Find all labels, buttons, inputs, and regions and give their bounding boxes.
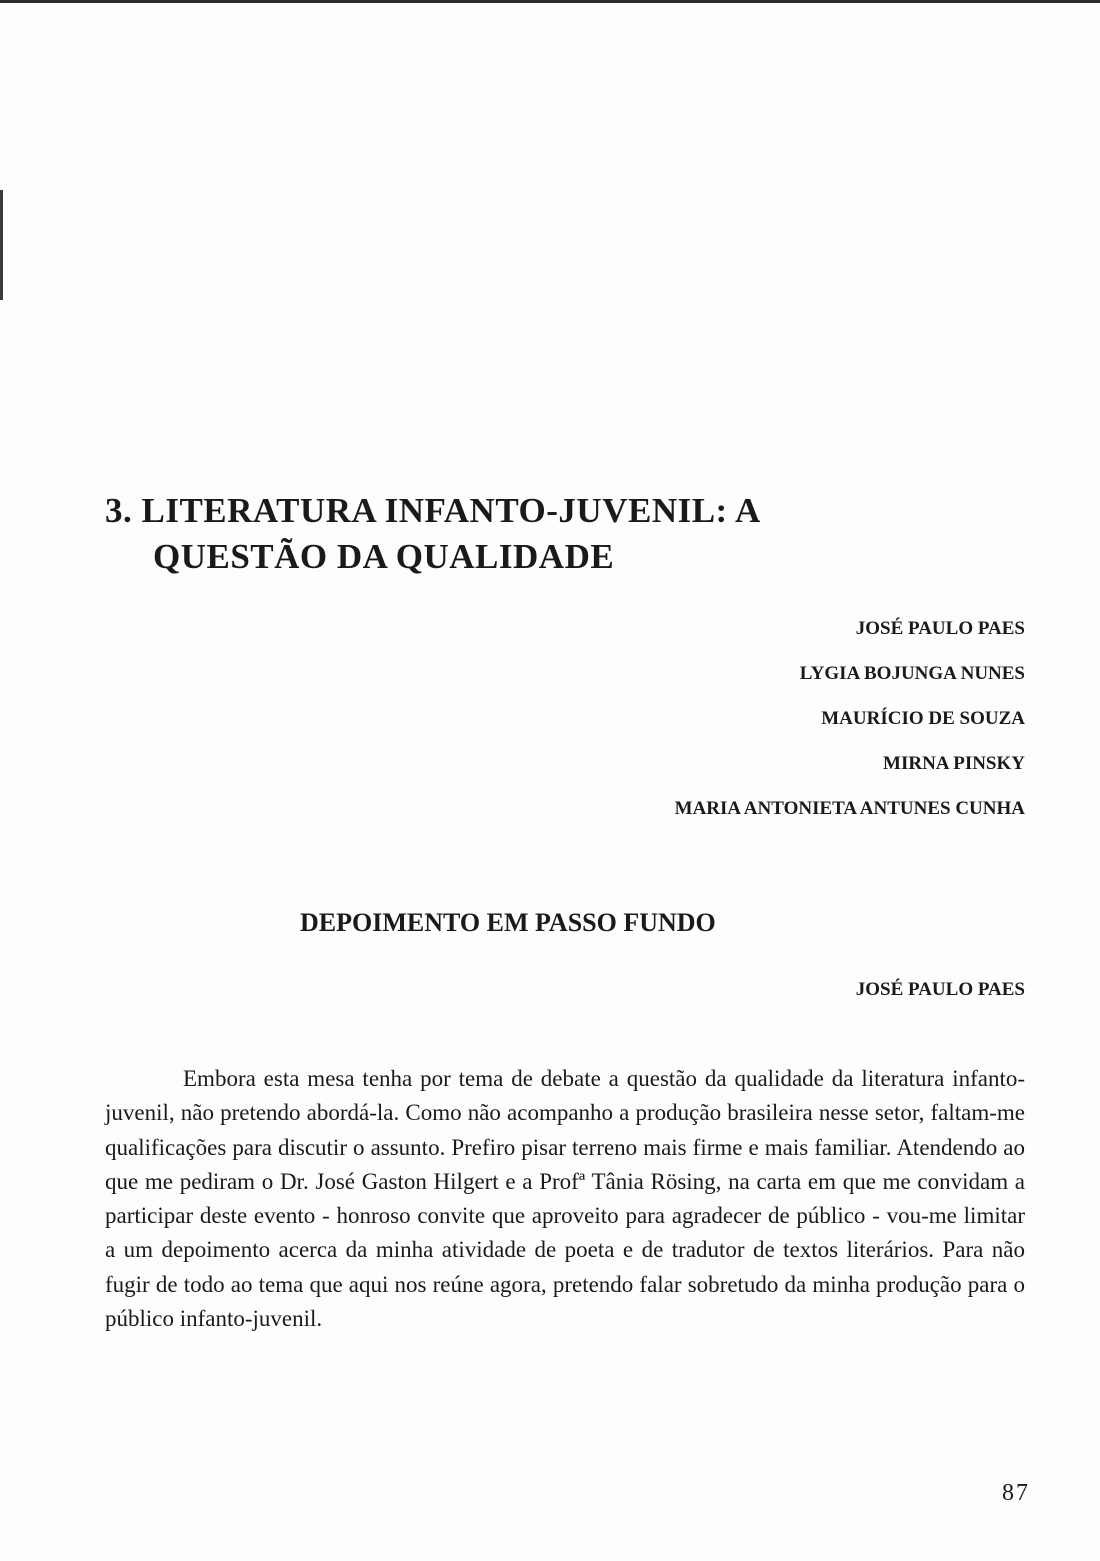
chapter-author: MAURÍCIO DE SOUZA — [821, 708, 1025, 729]
chapter-author: JOSÉ PAULO PAES — [855, 618, 1025, 639]
section-title: DEPOIMENTO EM PASSO FUNDO — [300, 908, 716, 937]
chapter-author: LYGIA BOJUNGA NUNES — [799, 663, 1025, 684]
page-number: 87 — [1002, 1480, 1030, 1506]
chapter-author: MARIA ANTONIETA ANTUNES CUNHA — [674, 798, 1025, 819]
chapter-author-list — [325, 606, 1025, 831]
chapter-title-line-2: QUESTÃO DA QUALIDADE — [153, 537, 615, 576]
chapter-author: MIRNA PINSKY — [883, 753, 1025, 774]
top-edge-rule — [0, 0, 1100, 3]
chapter-title-line-1: 3. LITERATURA INFANTO-JUVENIL: A — [105, 491, 761, 530]
binding-edge-mark — [0, 190, 3, 300]
body-paragraph: Embora esta mesa tenha por tema de debate a questão da qualidade da literatura infanto-juvenil, não pretendo abordá-la. Como não acompanho a produção brasileira nesse setor, faltam-me qualificações para discutir o assunto. Prefiro pisar terreno mais firme e mais familiar. Atendendo ao que me pediram o Dr. José Gaston Hilgert e a Profª Tânia Rösing, na carta em que me convidam a participar deste evento - honroso convite que aproveito para agradecer de público - vou-me limitar a um depoimento acerca da minha atividade de poeta e de tradutor de textos literários. Para não fugir de todo ao tema que aqui nos reúne agora, pretendo falar sobretudo da minha produção para o público infanto-juvenil. — [105, 1066, 1025, 1332]
section-author: JOSÉ PAULO PAES — [855, 979, 1025, 1000]
chapter-title — [105, 488, 1005, 580]
